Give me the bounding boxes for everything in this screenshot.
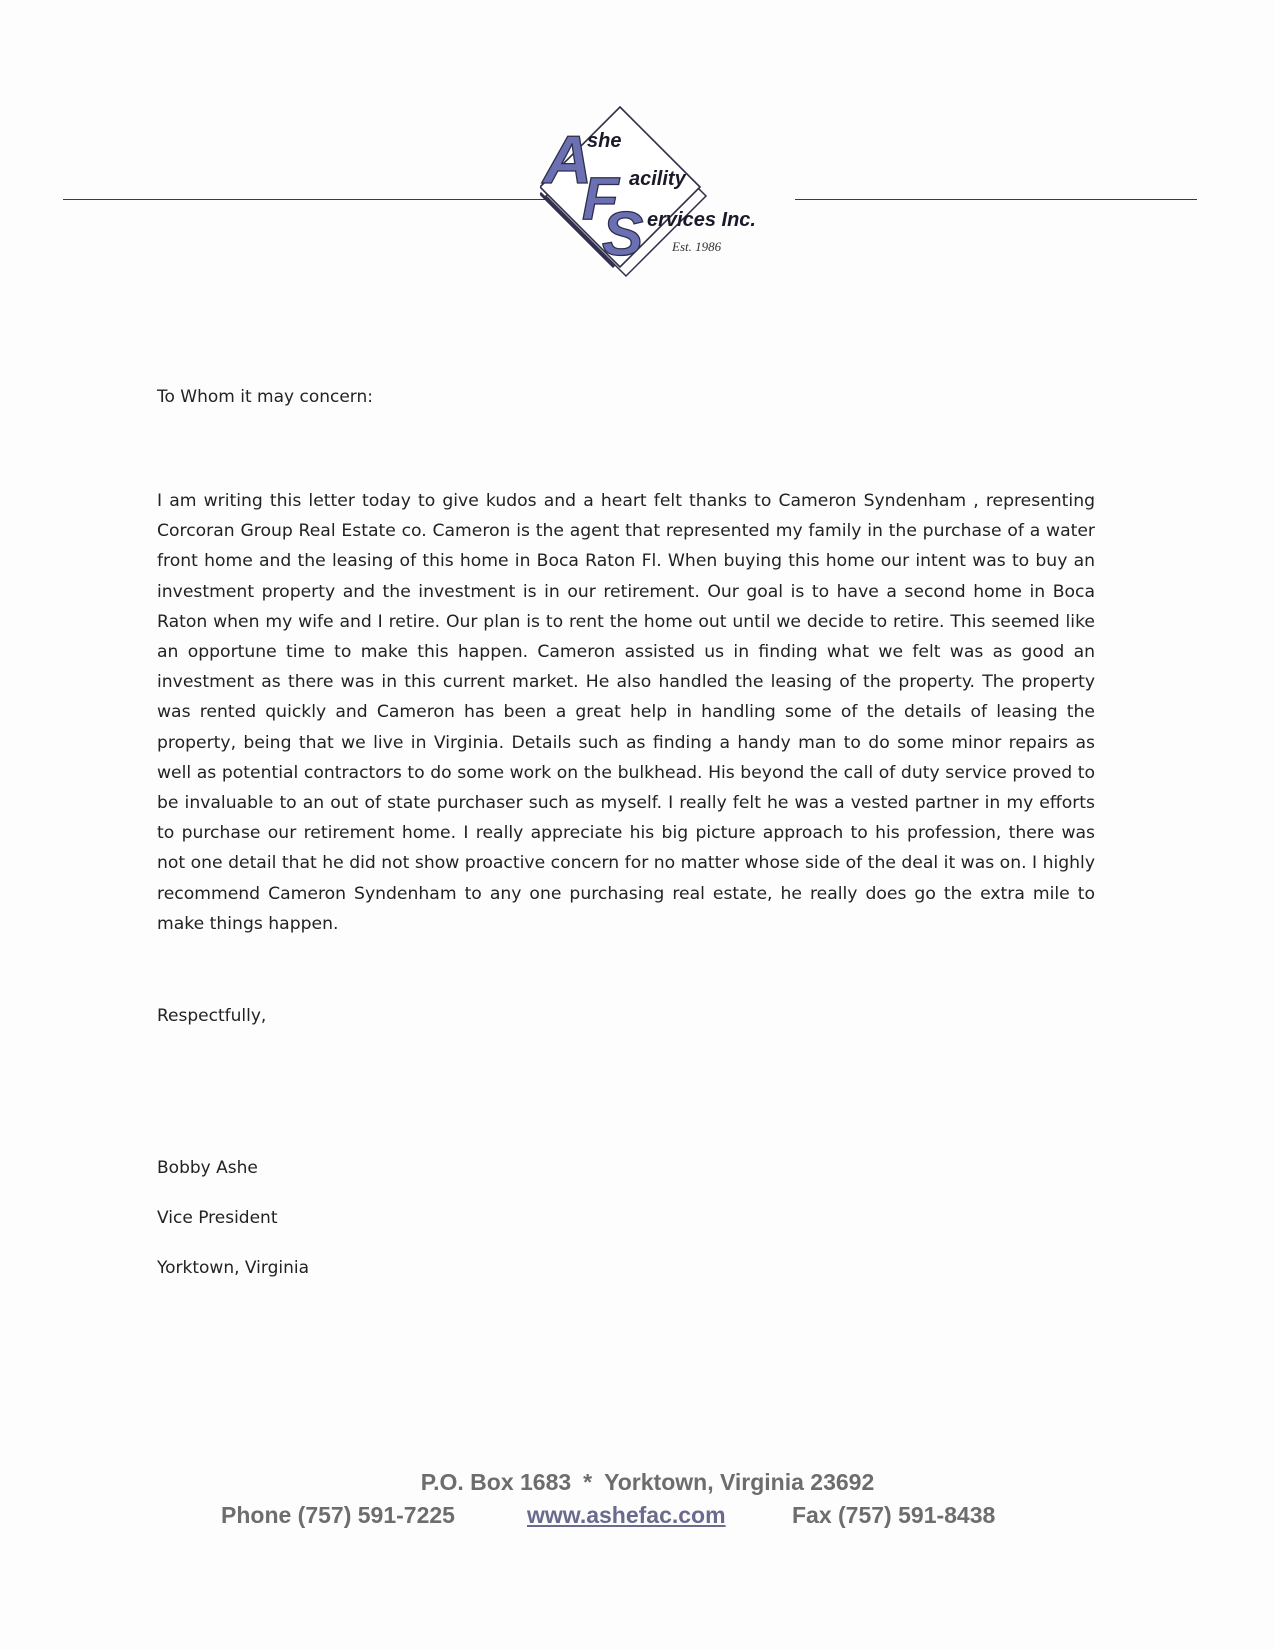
company-logo: [540, 105, 840, 280]
footer-address: [0, 1469, 1275, 1496]
logo-letter-a: A: [543, 122, 593, 198]
letterhead: [0, 95, 1275, 275]
signature-block: [157, 1157, 309, 1307]
logo-text-ervices: ervices Inc.: [647, 209, 756, 231]
footer-fax: Fax (757) 591-8438: [792, 1502, 996, 1528]
salutation: To Whom it may concern:: [157, 387, 374, 407]
footer-contact: [0, 1502, 1275, 1534]
logo-letter-f: F: [582, 165, 619, 232]
letterhead-rule-left: [63, 199, 550, 200]
footer-website-link[interactable]: www.ashefac.com: [527, 1502, 726, 1528]
signer-title: Vice President: [157, 1208, 278, 1228]
logo-established: Est. 1986: [672, 239, 722, 254]
footer: [0, 1469, 1275, 1534]
signer-name: Bobby Ashe: [157, 1158, 258, 1178]
closing: Respectfully,: [157, 1006, 267, 1026]
letterhead-rule-right: [795, 199, 1197, 200]
logo-text-she: she: [587, 130, 622, 152]
footer-phone: Phone (757) 591-7225: [221, 1502, 455, 1528]
signer-location: Yorktown, Virginia: [157, 1258, 310, 1278]
footer-city-state-zip: Yorktown, Virginia 23692: [604, 1469, 875, 1495]
logo-text-acility: acility: [629, 168, 686, 190]
logo-letter-s: S: [602, 200, 644, 269]
letter-body: I am writing this letter today to give kudos and a heart felt thanks to Cameron Syndenham , representing Corcoran Group Real Estate co. Cameron is the agent that represented my family in the purchase of a water front home and the leasing of this home in Boca Raton Fl. When buying this home our intent was to buy an investment property and the investment is in our retirement. Our goal is to have a second home in Boca Raton when my wife and I retire. Our plan is to rent the home out until we decide to retire. This seemed like an opportune time to make this happen. Cameron assisted us in finding what we felt was as good an investment as there was in this current market. He also handled the leasing of the property. The property was rented quickly and Cameron has been a great help in handling some of the details of leasing the property, being that we live in Virginia. Details such as finding a handy man to do some minor repairs as well as potential contractors to do some work on the bulkhead. His beyond the call of duty service proved to be invaluable to an out of state purchaser such as myself. I really felt he was a vested partner in my efforts to purchase our retirement home. I really appreciate his big picture approach to his profession, there was not one detail that he did not show proactive concern for no matter whose side of the deal it was on. I highly recommend Cameron Syndenham to any one purchasing real estate, he really does go the extra mile to make things happen.: [157, 491, 1095, 934]
footer-separator: *: [583, 1469, 593, 1495]
footer-po-box: P.O. Box 1683: [420, 1469, 572, 1495]
